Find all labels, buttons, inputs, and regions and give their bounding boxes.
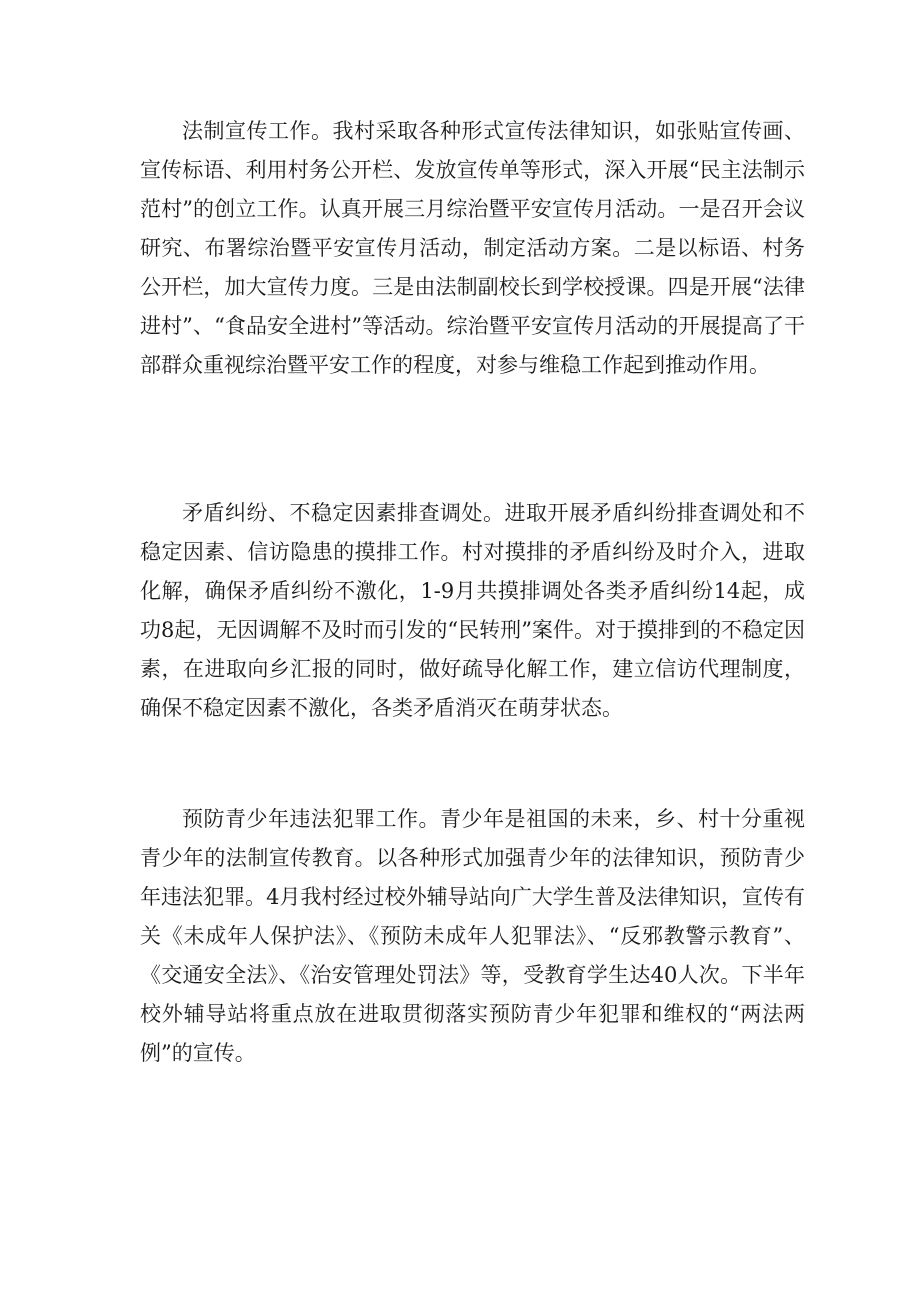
paragraph-legal-publicity: 法制宣传工作。我村采取各种形式宣传法律知识，如张贴宣传画、宣传标语、利用村务公开栏、发放宣传单等形式，深入开展“民主法制示范村”的创立工作。认真开展三月综治暨平安宣传月活动。一是召开会议研究、布署综治暨平安宣传月活动，制定活动方案。二是以标语、村务公开栏，加大宣传力度。三是由法制副校长到学校授课。四是开展“法律进村”、“食品安全进村”等活动。综治暨平安宣传月活动的开展提高了干部群众重视综治暨平安工作的程度，对参与维稳工作起到推动作用。	[140, 119, 805, 377]
paragraph-dispute-mediation: 矛盾纠纷、不稳定因素排查调处。进取开展矛盾纠纷排查调处和不稳定因素、信访隐患的摸排工作。村对摸排的矛盾纠纷及时介入，进取化解，确保矛盾纠纷不激化，1-9月共摸排调处各类矛盾纠纷14起，成功8起，无因调解不及时而引发的“民转刑”案件。对于摸排到的不稳定因素，在进取向乡汇报的同时，做好疏导化解工作，建立信访代理制度，确保不稳定因素不激化，各类矛盾消灭在萌芽状态。	[140, 501, 805, 720]
paragraph-youth-crime-prevention: 预防青少年违法犯罪工作。青少年是祖国的未来，乡、村十分重视青少年的法制宣传教育。以各种形式加强青少年的法律知识，预防青少年违法犯罪。4月我村经过校外辅导站向广大学生普及法律知识，宣传有关《未成年人保护法》、《预防未成年人犯罪法》、“反邪教警示教育”、《交通安全法》、《治安管理处罚法》等，受教育学生达40人次。下半年校外辅导站将重点放在进取贯彻落实预防青少年犯罪和维权的“两法两例”的宣传。	[140, 807, 805, 1065]
